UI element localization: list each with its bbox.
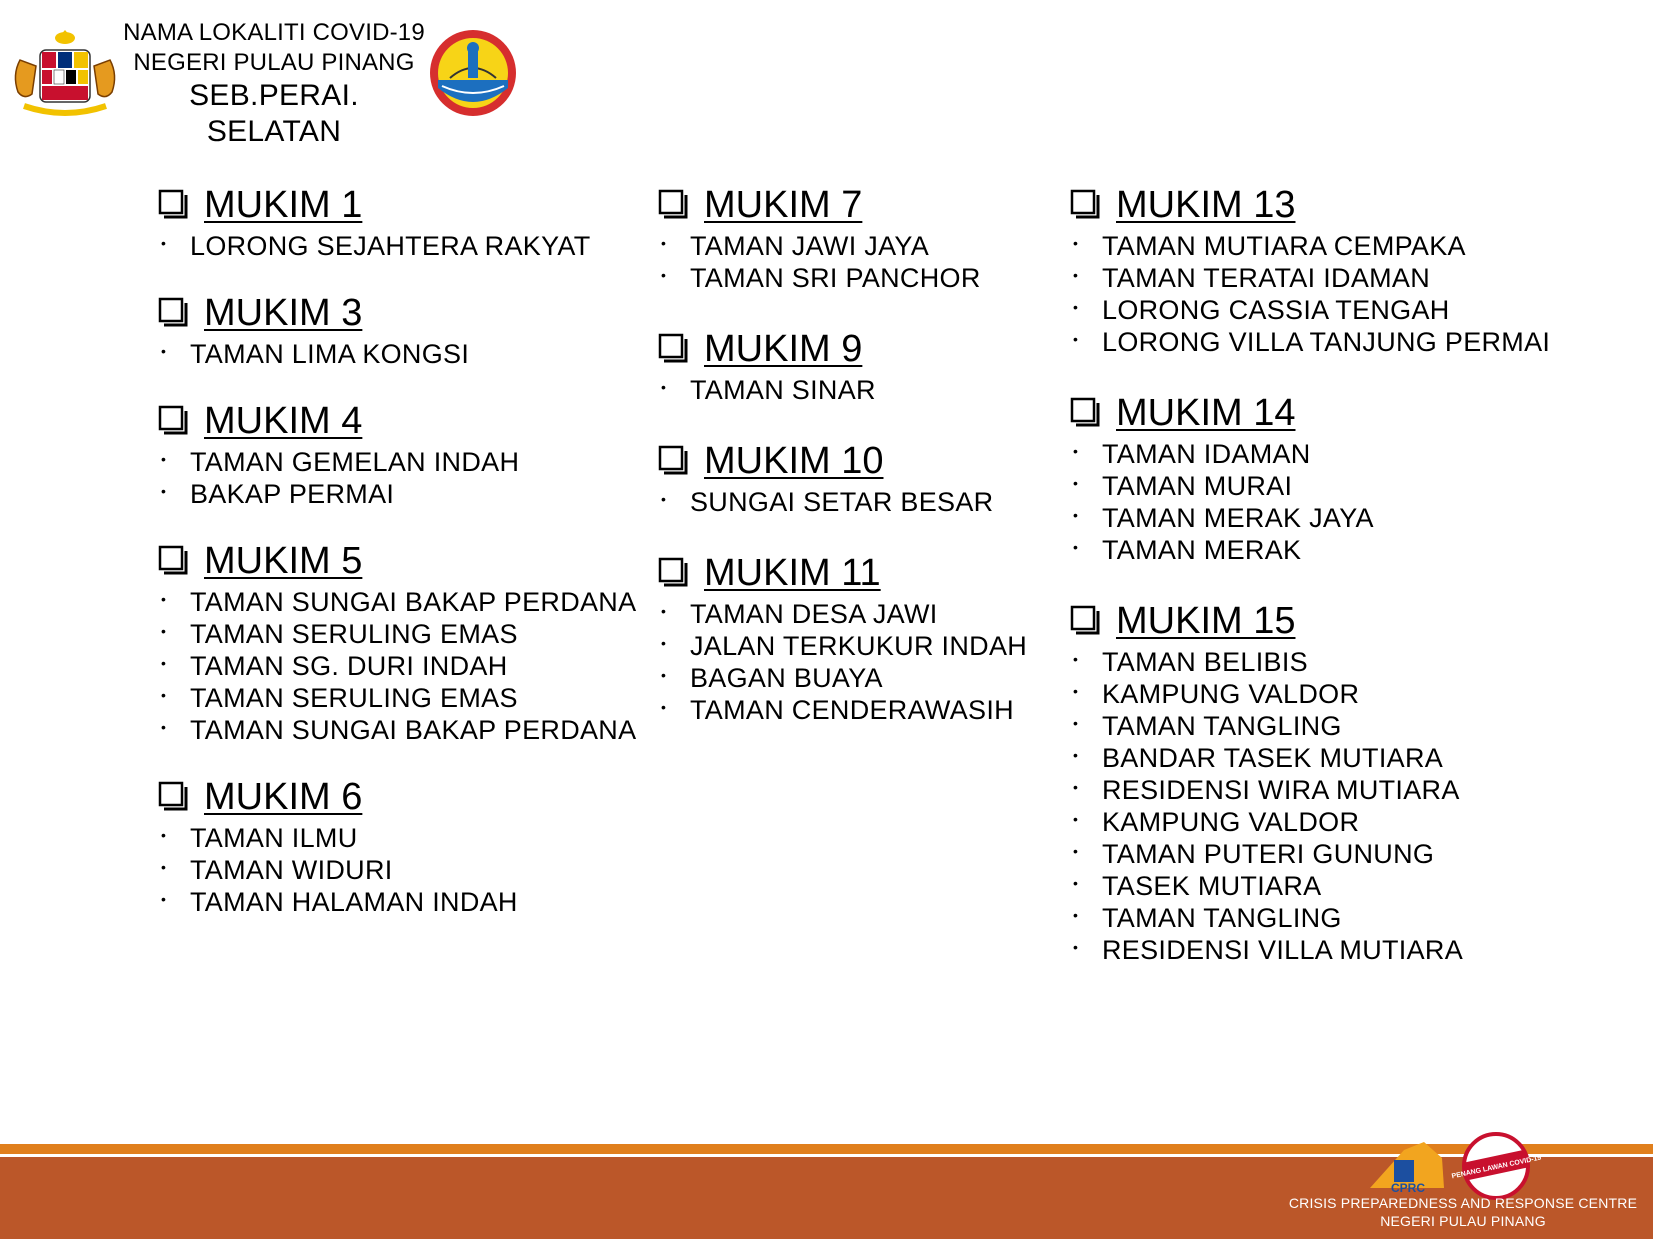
list-item: • BAGAN BUAYA: [661, 663, 883, 693]
list-item: • TAMAN SUNGAI BAKAP PERDANA: [161, 715, 637, 745]
mukim-section: [1070, 388, 1630, 566]
list-item: • TAMAN GEMELAN INDAH: [161, 447, 520, 477]
mukim-column-3: [1070, 180, 1630, 996]
malaysia-coat-of-arms-icon: [10, 30, 120, 120]
footer-line-1: CRISIS PREPAREDNESS AND RESPONSE CENTRE: [1288, 1195, 1638, 1211]
mukim-title: MUKIM 3: [204, 291, 363, 334]
header-line-1: NAMA LOKALITI COVID-19: [123, 19, 425, 46]
svg-text:CPRC: CPRC: [1390, 1181, 1426, 1195]
list-item: • TAMAN HALAMAN INDAH: [161, 887, 518, 917]
mukim-title: MUKIM 14: [1116, 391, 1296, 434]
mukim-title: MUKIM 1: [204, 183, 363, 226]
penang-lawan-covid19-badge-icon: [1451, 1134, 1542, 1198]
square-checkbox-icon: [158, 297, 190, 329]
list-item: • TAMAN MURAI: [1073, 471, 1293, 501]
list-item: • RESIDENSI WIRA MUTIARA: [1073, 775, 1460, 805]
mukim-title: MUKIM 11: [704, 551, 881, 594]
cprc-logo-icon: [1370, 1142, 1444, 1195]
list-item: • TAMAN SINAR: [661, 375, 876, 405]
header-line-2: NEGERI PULAU PINANG: [133, 49, 415, 76]
list-item: • LORONG CASSIA TENGAH: [1073, 295, 1450, 325]
list-item: • TAMAN SRI PANCHOR: [661, 263, 981, 293]
square-checkbox-icon: [1070, 189, 1102, 221]
list-item: • TAMAN SERULING EMAS: [161, 683, 518, 713]
list-item: • TAMAN LIMA KONGSI: [161, 339, 470, 369]
list-item: • TAMAN JAWI JAYA: [661, 231, 930, 261]
footer-text: [1278, 1194, 1648, 1230]
mukim-section: [158, 396, 638, 510]
mukim-title: MUKIM 6: [204, 775, 363, 818]
list-item: • TAMAN WIDURI: [161, 855, 393, 885]
square-checkbox-icon: [658, 557, 690, 589]
svg-text:PENANG LAWAN COVID-19: PENANG LAWAN COVID-19: [1451, 1154, 1542, 1181]
square-checkbox-icon: [1070, 605, 1102, 637]
mukim-title: MUKIM 10: [704, 439, 884, 482]
list-item: • TAMAN MERAK JAYA: [1073, 503, 1374, 533]
square-checkbox-icon: [158, 781, 190, 813]
list-item: • BAKAP PERMAI: [161, 479, 395, 509]
mukim-section: [658, 548, 1058, 726]
square-checkbox-icon: [658, 445, 690, 477]
list-item: • TAMAN TERATAI IDAMAN: [1073, 263, 1431, 293]
list-item: • TAMAN MUTIARA CEMPAKA: [1073, 231, 1466, 261]
mukim-section: [1070, 596, 1630, 966]
list-item: • TAMAN TANGLING: [1073, 903, 1342, 933]
mukim-column-1: [158, 180, 638, 944]
list-item: • KAMPUNG VALDOR: [1073, 807, 1360, 837]
list-item: • TAMAN ILMU: [161, 823, 358, 853]
list-item: • LORONG VILLA TANJUNG PERMAI: [1073, 327, 1551, 357]
list-item: • LORONG SEJAHTERA RAKYAT: [161, 231, 591, 261]
mukim-section: [658, 180, 1058, 294]
mukim-title: MUKIM 15: [1116, 599, 1296, 642]
mukim-title: MUKIM 7: [704, 183, 863, 226]
list-item: • RESIDENSI VILLA MUTIARA: [1073, 935, 1463, 965]
list-item: • TASEK MUTIARA: [1073, 871, 1322, 901]
mukim-column-2: [658, 180, 1058, 756]
square-checkbox-icon: [658, 189, 690, 221]
square-checkbox-icon: [158, 189, 190, 221]
list-item: • TAMAN SG. DURI INDAH: [161, 651, 508, 681]
list-item: • TAMAN SUNGAI BAKAP PERDANA: [161, 587, 637, 617]
square-checkbox-icon: [158, 405, 190, 437]
header-line-3: SEB.PERAI. SELATAN: [189, 79, 359, 148]
list-item: • TAMAN IDAMAN: [1073, 439, 1311, 469]
list-item: • KAMPUNG VALDOR: [1073, 679, 1360, 709]
mukim-title: MUKIM 4: [204, 399, 363, 442]
mukim-title: MUKIM 5: [204, 539, 363, 582]
square-checkbox-icon: [658, 333, 690, 365]
list-item: • TAMAN TANGLING: [1073, 711, 1342, 741]
list-item: • TAMAN SERULING EMAS: [161, 619, 518, 649]
square-checkbox-icon: [158, 545, 190, 577]
mukim-section: [158, 288, 638, 370]
square-checkbox-icon: [1070, 397, 1102, 429]
list-item: • JALAN TERKUKUR INDAH: [661, 631, 1028, 661]
footer-line-2: NEGERI PULAU PINANG: [1380, 1213, 1546, 1229]
list-item: • TAMAN PUTERI GUNUNG: [1073, 839, 1435, 869]
list-item: • TAMAN DESA JAWI: [661, 599, 938, 629]
mukim-section: [158, 536, 638, 746]
list-item: • TAMAN BELIBIS: [1073, 647, 1308, 677]
mukim-section: [158, 772, 638, 918]
mukim-section: [658, 324, 1058, 406]
list-item: • TAMAN MERAK: [1073, 535, 1302, 565]
penang-state-seal-icon: [428, 28, 518, 118]
header-title-block: [118, 18, 430, 150]
mukim-section: [658, 436, 1058, 518]
mukim-title: MUKIM 13: [1116, 183, 1296, 226]
list-item: • BANDAR TASEK MUTIARA: [1073, 743, 1444, 773]
list-item: • TAMAN CENDERAWASIH: [661, 695, 1014, 725]
list-item: • SUNGAI SETAR BESAR: [661, 487, 994, 517]
mukim-title: MUKIM 9: [704, 327, 863, 370]
mukim-section: [158, 180, 638, 262]
mukim-section: [1070, 180, 1630, 358]
